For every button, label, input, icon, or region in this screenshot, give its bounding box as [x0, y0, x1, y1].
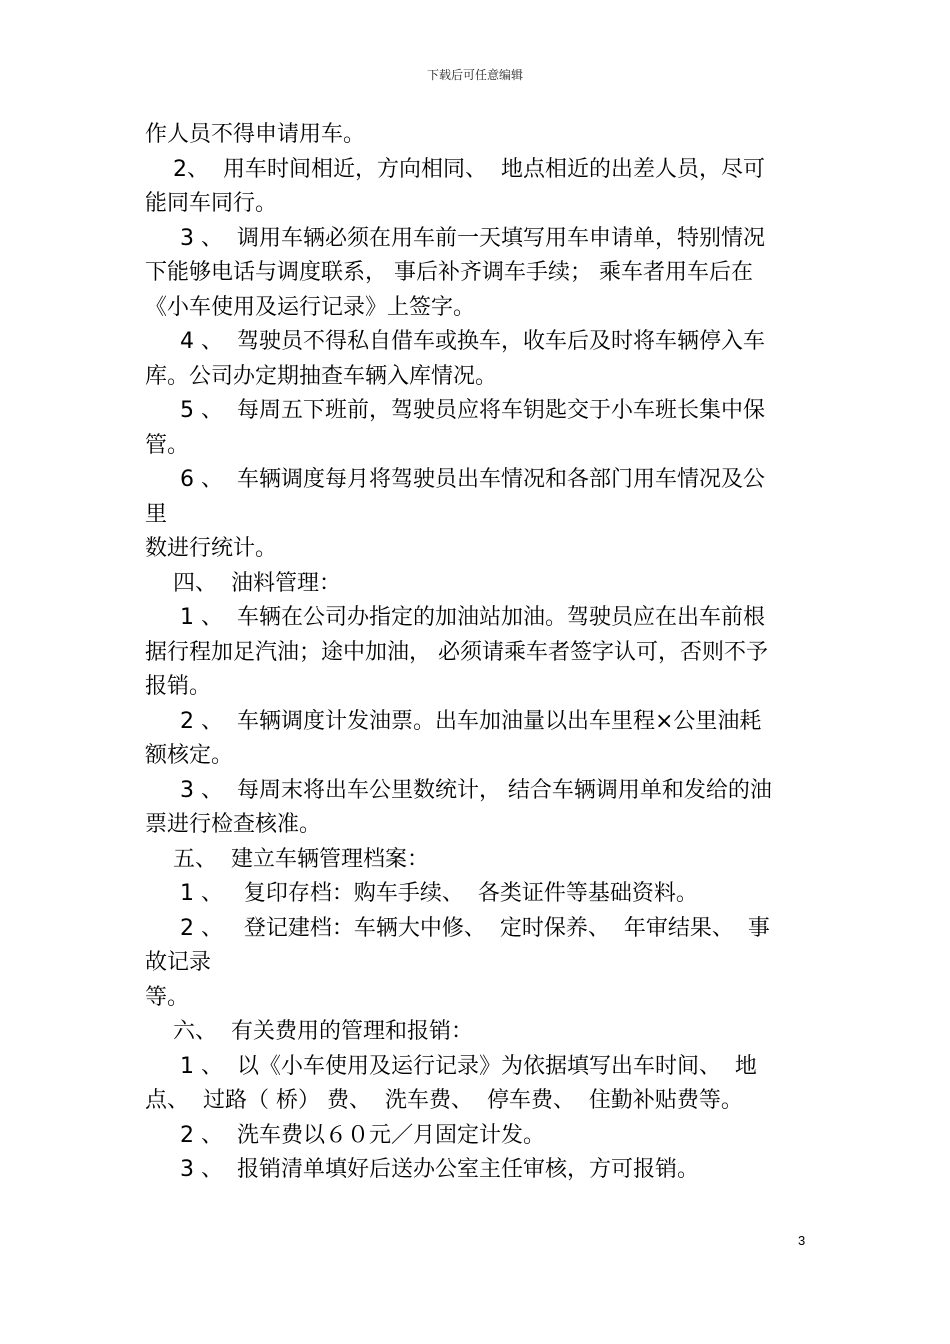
text-line: 票进行检查核准。 — [145, 812, 322, 837]
text-line: 故记录 — [145, 950, 212, 975]
section-heading: 六、 有关费用的管理和报销： — [145, 1019, 473, 1044]
text-line: 3 、 调用车辆必须在用车前一天填写用车申请单，特别情况 — [145, 225, 765, 251]
text-line: 2 、 洗车费以６０元／月固定计发。 — [145, 1122, 545, 1148]
text-line: 里 — [145, 501, 168, 527]
text-line: 2、 用车时间相近，方向相同、 地点相近的出差人员，尽可 — [145, 156, 765, 182]
text-line: 报销。 — [145, 674, 212, 699]
page-number: 3 — [798, 1233, 806, 1248]
text-line: 作人员不得申请用车。 — [145, 122, 366, 147]
text-line: 点、 过路（ 桥） 费、 洗车费、 停车费、 住勤补贴费等。 — [145, 1088, 743, 1113]
text-line: 数进行统计。 — [145, 536, 278, 561]
text-line: 1 、 复印存档：购车手续、 各类证件等基础资料。 — [145, 881, 698, 906]
text-line: 能同车同行。 — [145, 191, 278, 216]
text-line: 2 、 登记建档：车辆大中修、 定时保养、 年审结果、 事 — [145, 915, 770, 941]
text-line: 5 、 每周五下班前，驾驶员应将车钥匙交于小车班长集中保 — [145, 398, 765, 423]
text-line: 《小车使用及运行记录》上签字。 — [145, 294, 476, 320]
header-note: 下载后可任意编辑 — [426, 68, 523, 82]
text-line: 3 、 报销清单填好后送办公室主任审核，方可报销。 — [145, 1157, 699, 1182]
text-line: 额核定。 — [145, 743, 234, 768]
section-heading: 四、 油料管理： — [145, 570, 341, 596]
text-line: 管。 — [145, 432, 190, 458]
text-line: 3 、 每周末将出车公里数统计， 结合车辆调用单和发给的油 — [145, 777, 772, 803]
text-line: 下能够电话与调度联系， 事后补齐调车手续； 乘车者用车后在 — [145, 260, 753, 285]
text-line: 2 、 车辆调度计发油票。出车加油量以出车里程×公里油耗 — [145, 708, 762, 734]
text-line: 1 、 以《小车使用及运行记录》为依据填写出车时间、 地 — [145, 1053, 757, 1079]
text-line: 库。公司办定期抽查车辆入库情况。 — [145, 363, 498, 389]
text-line: 1 、 车辆在公司办指定的加油站加油。驾驶员应在出车前根 — [145, 605, 765, 630]
text-line: 6 、 车辆调度每月将驾驶员出车情况和各部门用车情况及公 — [145, 467, 765, 492]
section-heading: 五、 建立车辆管理档案： — [145, 846, 429, 872]
document-body — [145, 118, 815, 1188]
text-line: 4 、 驾驶员不得私自借车或换车，收车后及时将车辆停入车 — [145, 329, 765, 354]
text-line: 等。 — [145, 984, 190, 1010]
text-line: 据行程加足汽油；途中加油， 必须请乘车者签字认可，否则不予 — [145, 639, 768, 665]
